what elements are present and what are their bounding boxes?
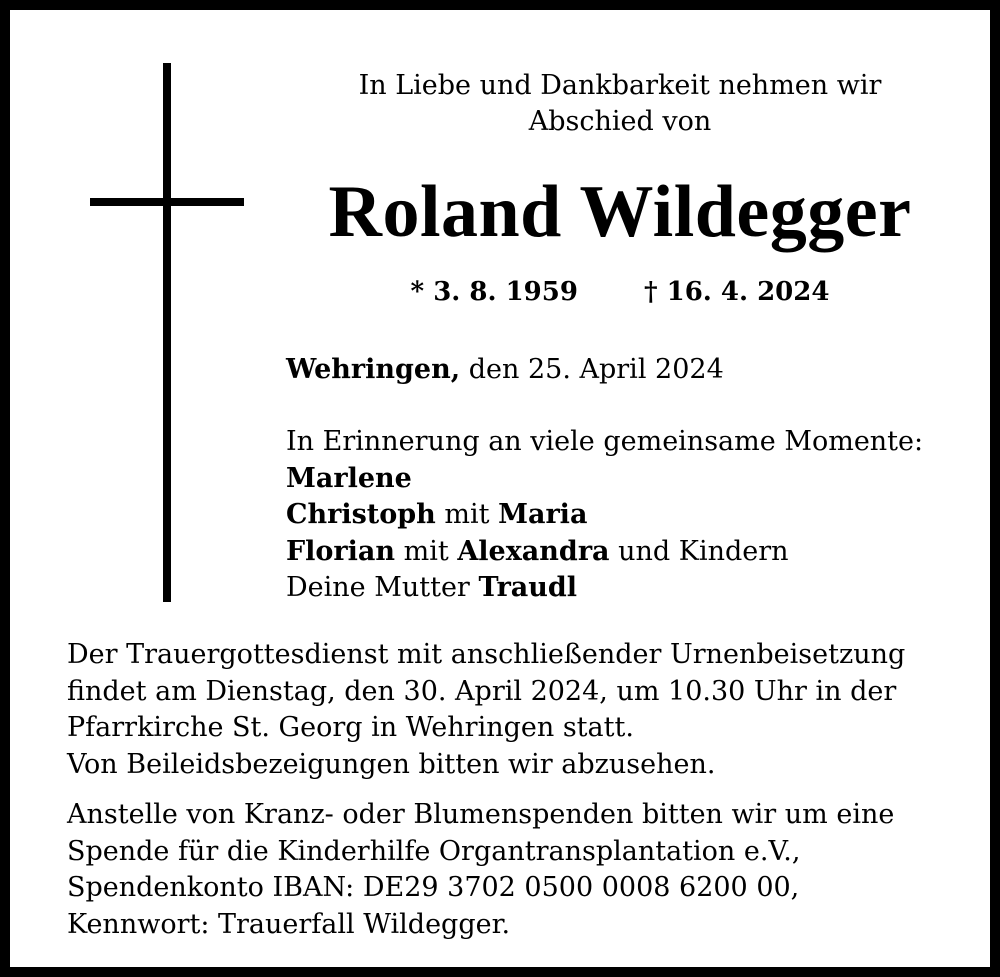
donation-info (67, 797, 894, 943)
mourner-name: Maria (498, 499, 588, 530)
place-date (286, 350, 724, 390)
intro-line-1: In Liebe und Dankbarkeit nehmen wir (358, 70, 882, 101)
relation-text: Deine Mutter (286, 572, 470, 603)
date-text: den 25. April 2024 (468, 354, 724, 385)
deceased-name: Roland Wildegger (328, 171, 912, 253)
connector-text: und Kindern (618, 535, 789, 567)
cross-icon-horizontal-bar (90, 198, 244, 206)
mourner-name: Alexandra (457, 535, 610, 567)
life-dates (310, 274, 930, 310)
service-line: findet am Dienstag, den 30. April 2024, um 10.30 Uhr in der (67, 675, 897, 707)
mourner-name: Florian (286, 535, 396, 567)
place-name: Wehringen, (286, 354, 461, 385)
service-info (67, 637, 905, 783)
donation-line: Anstelle von Kranz- oder Blumenspenden bitten wir um eine (67, 799, 895, 830)
cross-icon-vertical-bar (163, 63, 171, 602)
mourner-name: Christoph (286, 499, 436, 530)
mourner-line (286, 497, 923, 534)
death-date: † 16. 4. 2024 (643, 277, 830, 307)
birth-date: * 3. 8. 1959 (410, 277, 578, 307)
donation-line: Spendenkonto IBAN: DE29 3702 0500 0008 6200 00, (67, 872, 800, 903)
mourner-name: Traudl (478, 572, 578, 603)
mourner-name: Marlene (286, 462, 412, 494)
connector-text: mit (444, 499, 490, 530)
mourners-intro: In Erinnerung an viele gemeinsame Momente: (286, 426, 924, 457)
intro-line-2: Abschied von (528, 106, 712, 137)
service-line: Pfarrkirche St. Georg in Wehringen statt. (67, 712, 634, 743)
mourner-line (286, 570, 923, 607)
service-line: Der Trauergottesdienst mit anschließender Urnenbeisetzung (67, 639, 906, 670)
service-line: Von Beileidsbezeigungen bitten wir abzusehen. (67, 748, 716, 780)
donation-line: Spende für die Kinderhilfe Organtransplantation e.V., (67, 835, 801, 867)
intro-text (310, 68, 930, 140)
mourner-line (286, 534, 923, 571)
mourners-list (286, 424, 923, 607)
donation-line: Kennwort: Trauerfall Wildegger. (67, 908, 511, 940)
mourner-line (286, 461, 923, 498)
connector-text: mit (403, 535, 449, 567)
